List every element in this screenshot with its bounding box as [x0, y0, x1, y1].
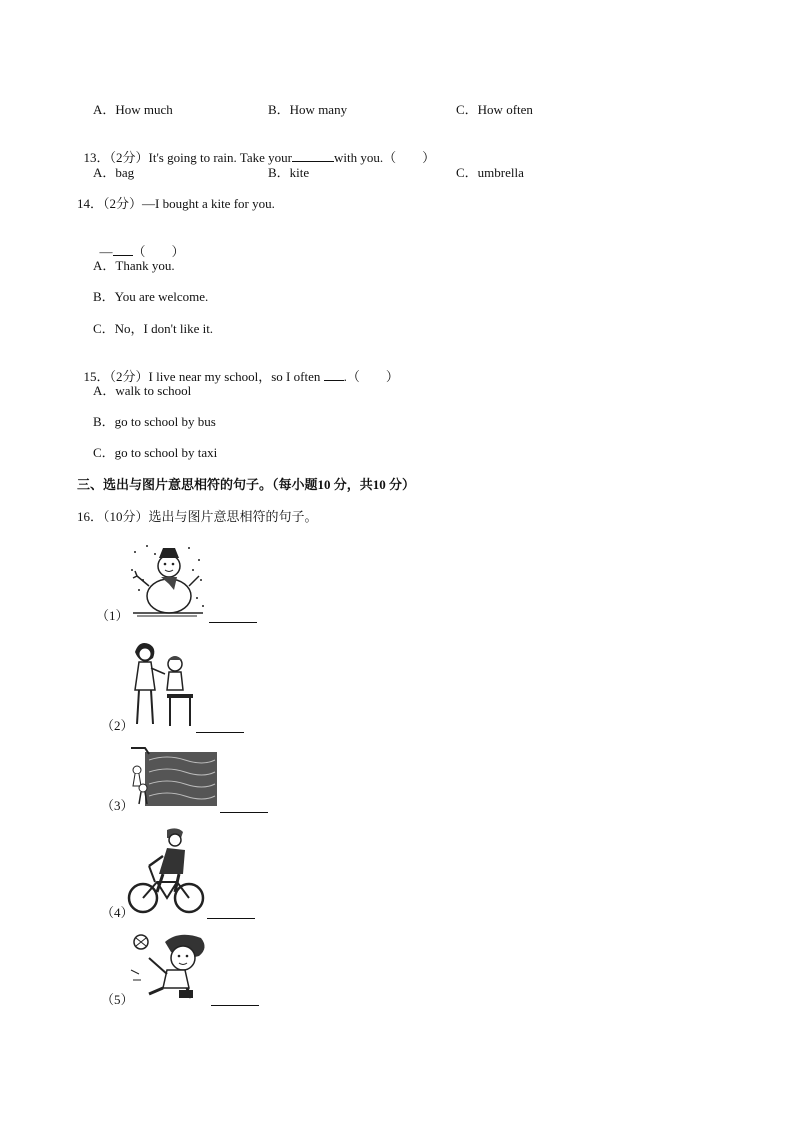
q13-option-b: B．kite: [268, 165, 310, 180]
q13-stem-suffix: with you.（ ）: [333, 150, 436, 165]
q16-item-2-label: （2）: [101, 718, 134, 733]
q16-item-3-label: （3）: [101, 798, 134, 813]
q15-stem: [77, 352, 399, 385]
snowman-picture: [127, 540, 207, 620]
q12-option-a: A．How much: [93, 102, 173, 117]
q12-option-c: C．How often: [456, 102, 533, 117]
teacher-student-picture: [127, 638, 199, 730]
q16-item-4-answer-line[interactable]: [207, 918, 255, 919]
q14-blank: [113, 243, 133, 256]
q13-stem: [77, 133, 435, 166]
section-three-title: 三、选出与图片意思相符的句子。（每小题10 分，共10 分）: [77, 477, 416, 492]
q15-blank: [324, 368, 344, 381]
q13-blank: [292, 149, 334, 162]
q15-option-c: C．go to school by taxi: [93, 445, 218, 460]
q15-stem-prefix: 15．（2分）I live near my school，so I often: [83, 369, 321, 384]
boy-playing-ball-picture: [127, 930, 211, 1002]
q16-item-2-answer-line[interactable]: [196, 732, 244, 733]
q14-reply-paren: （ ）: [132, 244, 185, 259]
q16-item-1-label: （1）: [96, 608, 129, 623]
q14-reply-dash: —: [99, 244, 113, 259]
q13-option-c: C．umbrella: [456, 165, 524, 180]
q16-item-5-label: （5）: [101, 992, 134, 1007]
q16-stem: 16．（10分）选出与图片意思相符的句子。: [77, 509, 318, 524]
q14-stem: 14．（2分）—I bought a kite for you.: [77, 196, 275, 211]
q15-option-b: B．go to school by bus: [93, 414, 216, 429]
q13-stem-prefix: 13．（2分）It's going to rain. Take your: [83, 150, 292, 165]
q15-option-a: A．walk to school: [93, 383, 192, 398]
q15-stem-suffix: .（ ）: [343, 369, 399, 384]
q14-option-a: A．Thank you.: [93, 258, 175, 273]
q16-item-1-answer-line[interactable]: [209, 622, 257, 623]
q14-reply: [93, 227, 185, 260]
q16-item-3-answer-line[interactable]: [220, 812, 268, 813]
river-picture: [127, 746, 219, 808]
q16-item-4-label: （4）: [101, 905, 134, 920]
q13-option-a: A．bag: [93, 165, 135, 180]
q14-option-b: B．You are welcome.: [93, 289, 209, 304]
q16-item-5-answer-line[interactable]: [211, 1005, 259, 1006]
q14-option-c: C．No，I don't like it.: [93, 321, 214, 336]
q12-option-b: B．How many: [268, 102, 348, 117]
bicycle-rider-picture: [127, 826, 205, 918]
